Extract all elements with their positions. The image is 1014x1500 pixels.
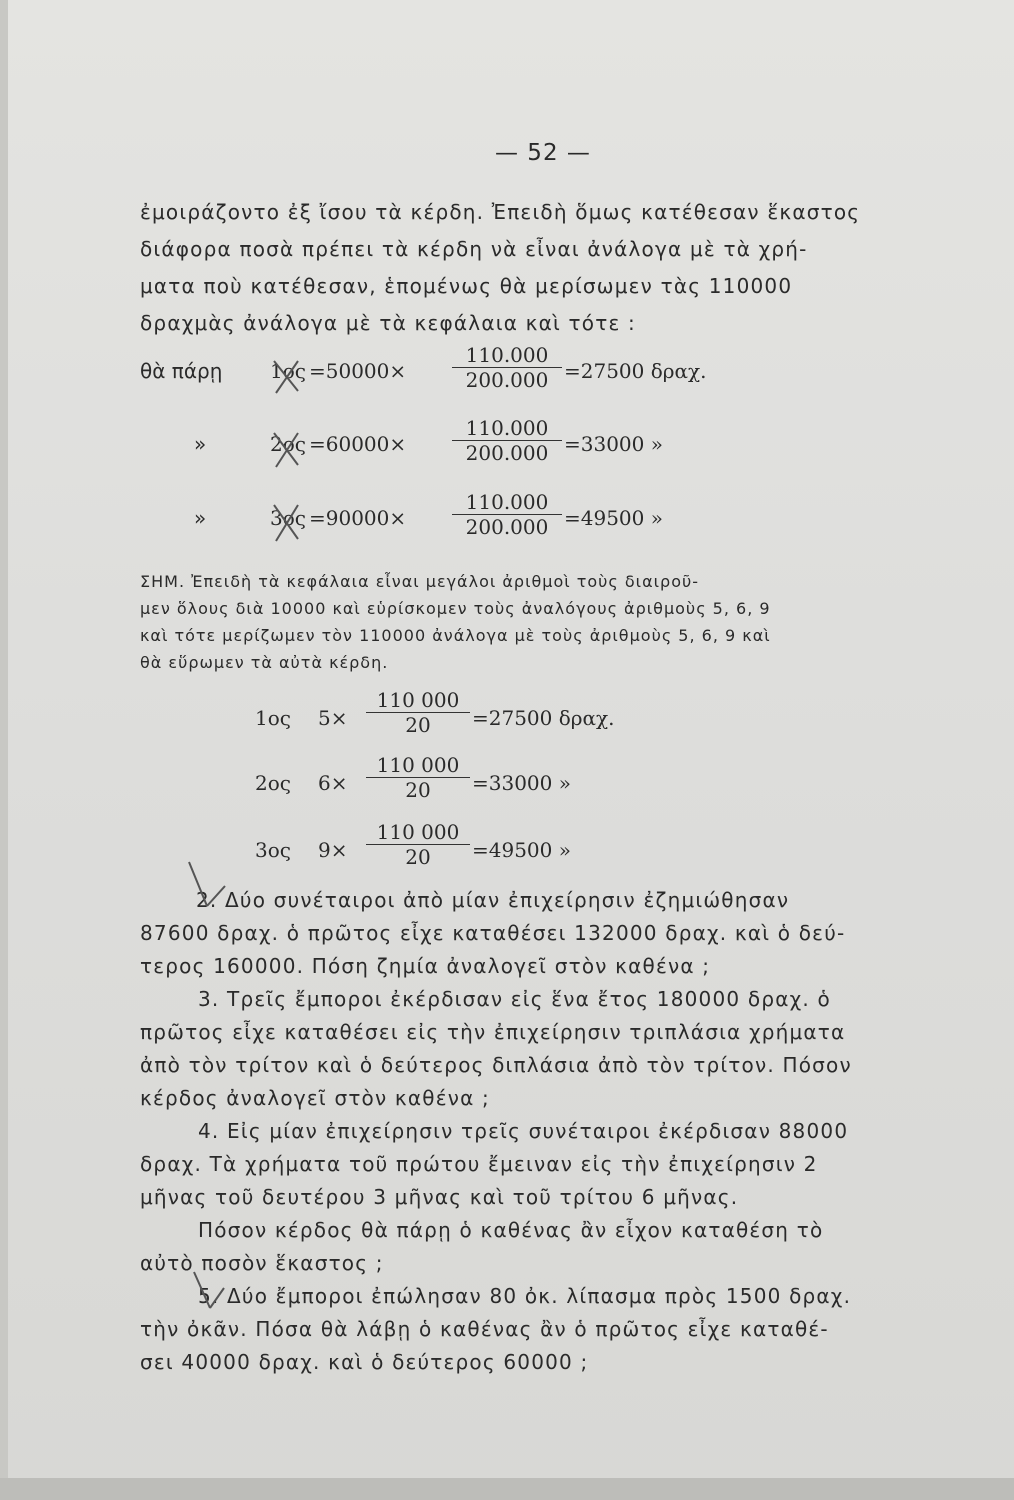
page-bottom-edge bbox=[0, 1478, 1014, 1500]
fraction bbox=[366, 753, 470, 802]
fraction-denominator: 20 bbox=[405, 845, 431, 869]
problem-line: ἀπὸ τὸν τρίτον καὶ ὁ δεύτερος διπλάσια ἀπὸ τὸν τρίτον. Πόσον bbox=[140, 1053, 852, 1077]
fraction-denominator: 20 bbox=[405, 778, 431, 802]
formula-ordinal: 3ος bbox=[255, 838, 291, 862]
note-line: ΣΗΜ. Ἐπειδὴ τὰ κεφάλαια εἶναι μεγάλοι ἀριθμοὶ τοὺς διαιροῦ- bbox=[140, 572, 700, 591]
formula-multiplier: =60000× bbox=[309, 432, 407, 456]
fraction-numerator: 110 000 bbox=[366, 753, 470, 778]
formula-multiplier: 5× bbox=[318, 706, 348, 730]
handwritten-tick-mark bbox=[185, 856, 235, 916]
fraction-numerator: 110.000 bbox=[452, 416, 562, 441]
problem-line: αὐτὸ ποσὸν ἕκαστος ; bbox=[140, 1251, 384, 1275]
formula-result: =27500 δραχ. bbox=[564, 359, 707, 383]
formula-ordinal: 2ος bbox=[255, 771, 291, 795]
problem-line: τὴν ὀκᾶν. Πόσα θὰ λάβῃ ὁ καθένας ἂν ὁ πρῶτος εἶχε καταθέ- bbox=[140, 1317, 829, 1341]
formula-multiplier: =90000× bbox=[309, 506, 407, 530]
text-line: διάφορα ποσὰ πρέπει τὰ κέρδη νὰ εἶναι ἀνάλογα μὲ τὰ χρή- bbox=[140, 237, 808, 261]
note-line: μεν ὅλους διὰ 10000 καὶ εὑρίσκομεν τοὺς ἀναλόγους ἀριθμοὺς 5, 6, 9 bbox=[140, 599, 771, 618]
problem-line: μῆνας τοῦ δευτέρου 3 μῆνας καὶ τοῦ τρίτου 6 μῆνας. bbox=[140, 1185, 739, 1209]
fraction-numerator: 110 000 bbox=[366, 820, 470, 845]
fraction-numerator: 110 000 bbox=[366, 688, 470, 713]
formula-result: =49500 » bbox=[472, 838, 571, 862]
cross-mark bbox=[274, 361, 298, 393]
note-line: θὰ εὕρωμεν τὰ αὐτὰ κέρδη. bbox=[140, 653, 389, 672]
problem-line: 3. Τρεῖς ἔμποροι ἐκέρδισαν εἰς ἕνα ἔτος 180000 δραχ. ὁ bbox=[198, 987, 831, 1011]
text-line: ἐμοιράζοντο ἐξ ἴσου τὰ κέρδη. Ἐπειδὴ ὅμως κατέθεσαν ἕκαστος bbox=[140, 200, 861, 224]
page-edge-shadow bbox=[0, 0, 8, 1500]
formula-ordinal: 1ος bbox=[255, 706, 291, 730]
formula-lead: θὰ πάρῃ bbox=[140, 359, 223, 383]
fraction-denominator: 20 bbox=[405, 713, 431, 737]
formula-multiplier: =50000× bbox=[309, 359, 407, 383]
fraction-denominator: 200.000 bbox=[465, 368, 549, 392]
problem-line: τερος 160000. Πόση ζημία ἀναλογεῖ στὸν καθένα ; bbox=[140, 954, 711, 978]
handwritten-cross-marks bbox=[268, 355, 316, 545]
problem-line: κέρδος ἀναλογεῖ στὸν καθένα ; bbox=[140, 1086, 490, 1110]
formula-ordinal: 1ος bbox=[270, 359, 306, 383]
problem-line: σει 40000 δραχ. καὶ ὁ δεύτερος 60000 ; bbox=[140, 1350, 589, 1374]
formula-lead: » bbox=[194, 432, 207, 456]
fraction bbox=[452, 416, 562, 465]
fraction-denominator: 200.000 bbox=[465, 515, 549, 539]
formula-ordinal: 3ος bbox=[270, 506, 306, 530]
fraction bbox=[366, 820, 470, 869]
handwritten-tick-mark bbox=[190, 1268, 230, 1318]
fraction bbox=[452, 343, 562, 392]
problem-line: 87600 δραχ. ὁ πρῶτος εἶχε καταθέσει 132000 δραχ. καὶ ὁ δεύ- bbox=[140, 921, 846, 945]
fraction-numerator: 110.000 bbox=[452, 343, 562, 368]
formula-result: =33000 » bbox=[472, 771, 571, 795]
problem-line: πρῶτος εἶχε καταθέσει εἰς τὴν ἐπιχείρησιν τριπλάσια χρήματα bbox=[140, 1020, 846, 1044]
cross-mark bbox=[274, 505, 298, 541]
fraction-denominator: 200.000 bbox=[465, 441, 549, 465]
problem-line: δραχ. Τὰ χρήματα τοῦ πρώτου ἔμειναν εἰς τὴν ἐπιχείρησιν 2 bbox=[140, 1152, 818, 1176]
problem-line: 4. Εἰς μίαν ἐπιχείρησιν τρεῖς συνέταιροι ἐκέρδισαν 88000 bbox=[198, 1119, 849, 1143]
formula-result: =33000 » bbox=[564, 432, 663, 456]
text-line: ματα ποὺ κατέθεσαν, ἑπομένως θὰ μερίσωμεν τὰς 110000 bbox=[140, 274, 793, 298]
problem-line: Πόσον κέρδος θὰ πάρῃ ὁ καθένας ἂν εἶχον καταθέση τὸ bbox=[198, 1218, 824, 1242]
fraction-numerator: 110.000 bbox=[452, 490, 562, 515]
formula-multiplier: 6× bbox=[318, 771, 348, 795]
formula-multiplier: 9× bbox=[318, 838, 348, 862]
problem-line: 2. Δύο συνέταιροι ἀπὸ μίαν ἐπιχείρησιν ἐζημιώθησαν bbox=[196, 888, 790, 912]
formula-lead: » bbox=[194, 506, 207, 530]
formula-result: =27500 δραχ. bbox=[472, 706, 615, 730]
fraction bbox=[452, 490, 562, 539]
formula-ordinal: 2ος bbox=[270, 432, 306, 456]
cross-mark bbox=[274, 433, 298, 467]
note-line: καὶ τότε μερίζωμεν τὸν 110000 ἀνάλογα μὲ τοὺς ἀριθμοὺς 5, 6, 9 καὶ bbox=[140, 626, 771, 645]
page-number: — 52 — bbox=[495, 140, 591, 166]
fraction bbox=[366, 688, 470, 737]
text-line: δραχμὰς ἀνάλογα μὲ τὰ κεφάλαια καὶ τότε : bbox=[140, 311, 636, 335]
formula-result: =49500 » bbox=[564, 506, 663, 530]
problem-line: 5. Δύο ἔμποροι ἐπώλησαν 80 ὀκ. λίπασμα πρὸς 1500 δραχ. bbox=[198, 1284, 852, 1308]
